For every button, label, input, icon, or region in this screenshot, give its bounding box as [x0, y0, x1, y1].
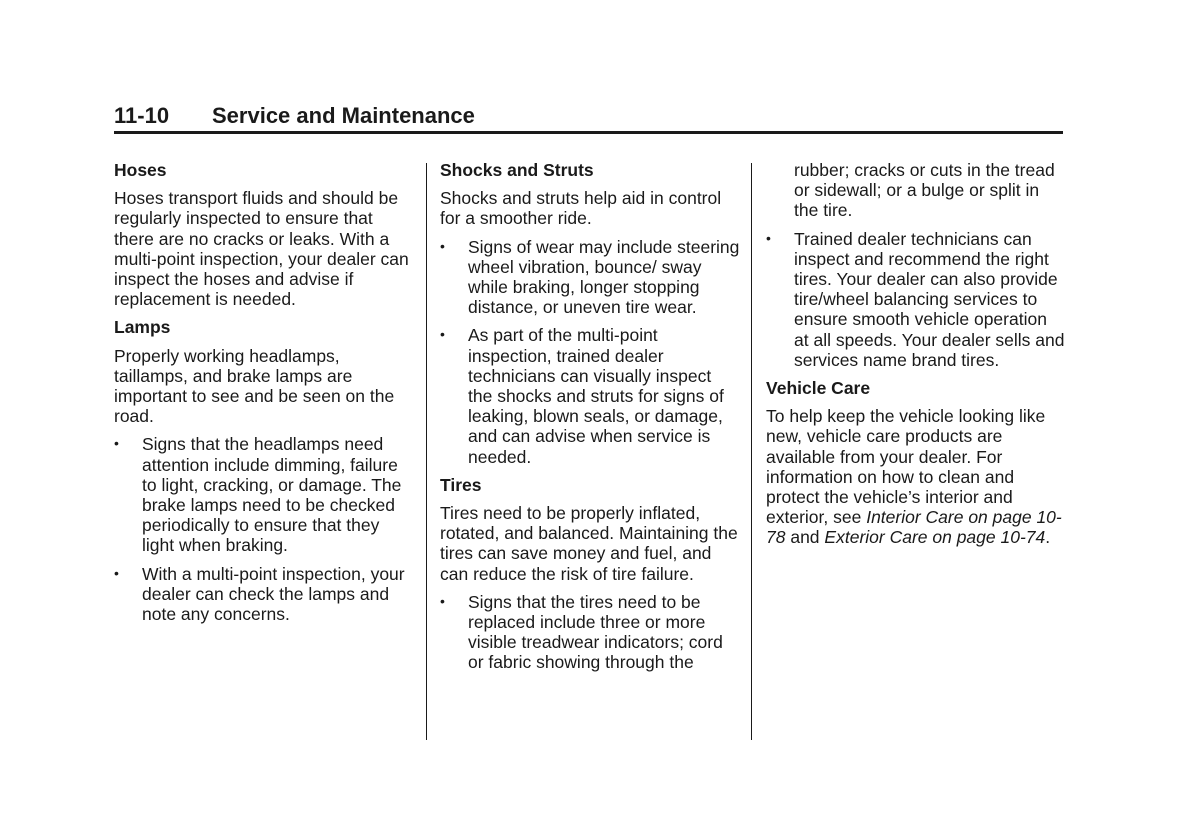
list-item-text: As part of the multi-point inspection, trained dealer technicians can visually inspect the shocks and struts for signs of leaking, blown seals, or damage, and can advise when service is needed. — [468, 325, 724, 467]
bullet-icon: • — [440, 592, 445, 609]
hoses-paragraph: Hoses transport fluids and should be regularly inspected to ensure that there are no cracks or leaks. With a multi-point inspection, your dealer can inspect the hoses and advise if replacement is needed. — [114, 188, 409, 310]
and-word: and — [790, 527, 820, 548]
shocks-bullet-list — [440, 237, 740, 467]
column-divider-1 — [426, 163, 427, 740]
bullet-icon: • — [440, 237, 445, 254]
shocks-paragraph: Shocks and struts help aid in control for a smoother ride. — [440, 188, 722, 229]
list-item-text: rubber; cracks or cuts in the tread or sidewall; or a bulge or split in the tire. — [794, 160, 1055, 221]
lamps-paragraph: Properly working headlamps, taillamps, and brake lamps are important to see and be seen on the road. — [114, 345, 395, 427]
list-item-text: Signs that the headlamps need attention include dimming, failure to light, cracking, or damage. The brake lamps need to be checked periodically to ensure that they light when braking. — [142, 434, 402, 556]
shocks-heading: Shocks and Struts — [440, 160, 594, 180]
list-item — [114, 564, 414, 625]
list-item-continuation — [766, 160, 1066, 221]
tires-paragraph: Tires need to be properly inflated, rotated, and balanced. Maintaining the tires can save money and fuel, and can reduce the risk of tire failure. — [440, 503, 738, 584]
lamps-heading: Lamps — [114, 317, 171, 338]
page-header — [114, 101, 1063, 134]
tires-heading: Tires — [440, 474, 482, 495]
page-number: 11-10 — [114, 103, 170, 128]
list-item — [114, 434, 414, 555]
vehicle-care-heading: Vehicle Care — [766, 378, 871, 399]
list-item — [766, 229, 1066, 370]
list-item-text: Trained dealer technicians can inspect and recommend the right tires. Your dealer can also provide tire/wheel balancing services to ensure smooth vehicle operation at all speeds. Your dealer sells and services name brand tires. — [794, 228, 1065, 370]
end-period: . — [1045, 527, 1051, 548]
list-item — [440, 325, 740, 466]
list-item — [440, 237, 740, 318]
bullet-icon: • — [114, 435, 119, 452]
column-divider-2 — [751, 163, 752, 740]
interior-care-link[interactable]: Interior Care on page 10-78 — [766, 507, 1062, 548]
exterior-care-link[interactable]: Exterior Care on page 10-74 — [824, 527, 1046, 548]
hoses-heading: Hoses — [114, 160, 167, 180]
tires-bullet-list-continued — [766, 160, 1066, 370]
lamps-bullet-list — [114, 434, 414, 624]
list-item — [440, 592, 740, 673]
bullet-icon: • — [766, 229, 771, 246]
column-3 — [766, 160, 1066, 556]
list-item-text: Signs of wear may include steering wheel vibration, bounce/ sway while braking, longer stopping distance, or uneven tire wear. — [468, 236, 740, 318]
vehicle-care-text: To help keep the vehicle looking like new, vehicle care products are available from your dealer. For information on how to clean and protect the vehicle’s interior and exterior, see — [766, 406, 1046, 528]
list-item-text: With a multi-point inspection, your dealer can check the lamps and note any concerns. — [142, 563, 405, 625]
list-item-text: Signs that the tires need to be replaced include three or more visible treadwear indicators; cord or fabric showing through the — [468, 591, 723, 673]
vehicle-care-paragraph — [766, 406, 1066, 547]
bullet-icon: • — [114, 564, 119, 581]
column-2 — [440, 160, 740, 681]
tires-bullet-list — [440, 592, 740, 673]
section-title: Service and Maintenance — [212, 103, 475, 128]
bullet-icon: • — [440, 326, 445, 343]
column-1 — [114, 160, 414, 632]
